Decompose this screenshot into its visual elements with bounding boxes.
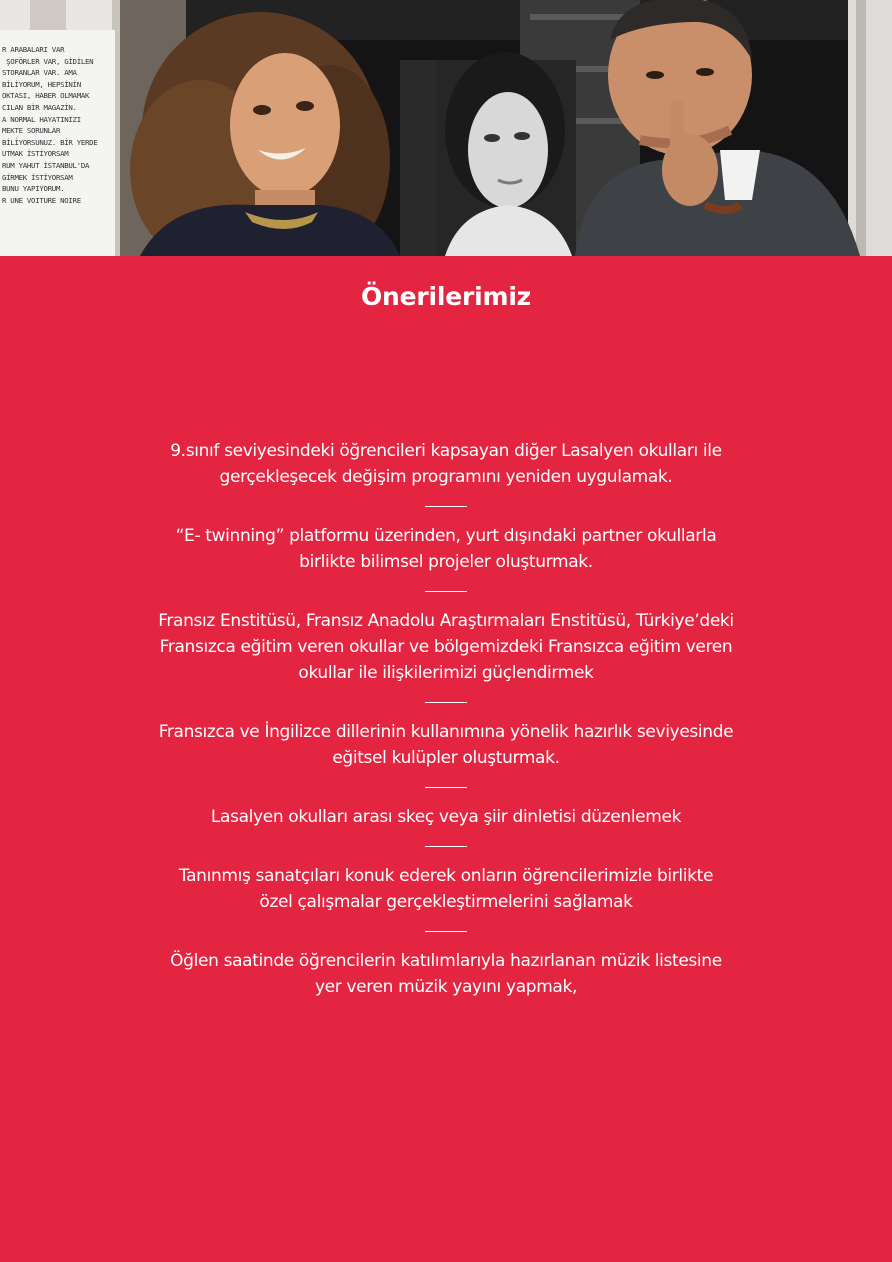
separator (70, 787, 822, 788)
divider-line (425, 702, 467, 703)
divider-line (425, 787, 467, 788)
list-item-line: Öğlen saatinde öğrencilerin katılımlarıyla hazırlanan müzik listesine (170, 951, 722, 971)
list-item (70, 804, 822, 830)
separator (70, 931, 822, 932)
list-item-line: Tanınmış sanatçıları konuk ederek onların öğrencilerimizle birlikte (178, 866, 714, 886)
list-item-line: eğitsel kulüpler oluşturmak. (332, 748, 560, 768)
divider-line (425, 591, 467, 592)
list-item-line: Fransızca ve İngilizce dillerinin kullanımına yönelik hazırlık seviyesinde (158, 722, 734, 742)
list-item-line: “E- twinning” platformu üzerinden, yurt dışındaki partner okullarla (175, 526, 717, 546)
divider-line (425, 506, 467, 507)
list-item (70, 948, 822, 1000)
list-item (70, 719, 822, 771)
list-item-line: 9.sınıf seviyesindeki öğrencileri kapsayan diğer Lasalyen okulları ile (170, 441, 722, 461)
list-item-line: gerçekleşecek değişim programını yeniden uygulamak. (219, 467, 673, 487)
list-item-line: yer veren müzik yayını yapmak, (314, 977, 578, 997)
list-item-line: Fransız Enstitüsü, Fransız Anadolu Araştırmaları Enstitüsü, Türkiye’deki (158, 611, 734, 631)
list-item (70, 863, 822, 915)
divider-line (425, 846, 467, 847)
separator (70, 506, 822, 507)
list-item (70, 608, 822, 686)
header-photo (0, 0, 892, 256)
list-item (70, 438, 822, 490)
wall-poster-text: R ARABALARI VAR ŞOFÖRLER VAR, GİDİLEN STORANLAR VAR. AMA BİLİYORUM, HEPSİNİN OKTASI, HABER OLMAMAK CILAN BİR MAGAZİN. A NORMAL HAYATINIZI MEKTE SORUNLAR BİLİYORSUNUZ. BİR YERDE UTMAK İSTİYORSAM RUM YAHUT İSTANBUL'DA GİRMEK İSTİYORSAM BUNU YAPIYORUM. R UNE VOITURE NOIRE (0, 30, 115, 256)
list-item-line: özel çalışmalar gerçekleştirmelerini sağlamak (259, 892, 633, 912)
page-title: Önerilerimiz (360, 282, 532, 311)
list-item (70, 523, 822, 575)
divider-line (425, 931, 467, 932)
header-photo-illustration (0, 0, 892, 256)
list-item-line: Lasalyen okulları arası skeç veya şiir dinletisi düzenlemek (210, 807, 682, 827)
separator (70, 846, 822, 847)
list-item-line: Fransızca eğitim veren okullar ve bölgemizdeki Fransızca eğitim veren (159, 637, 733, 657)
list-item-line: birlikte bilimsel projeler oluşturmak. (299, 552, 593, 572)
recommendations-list (70, 438, 822, 1000)
separator (70, 591, 822, 592)
list-item-line: okullar ile ilişkilerimizi güçlendirmek (298, 663, 594, 683)
separator (70, 702, 822, 703)
